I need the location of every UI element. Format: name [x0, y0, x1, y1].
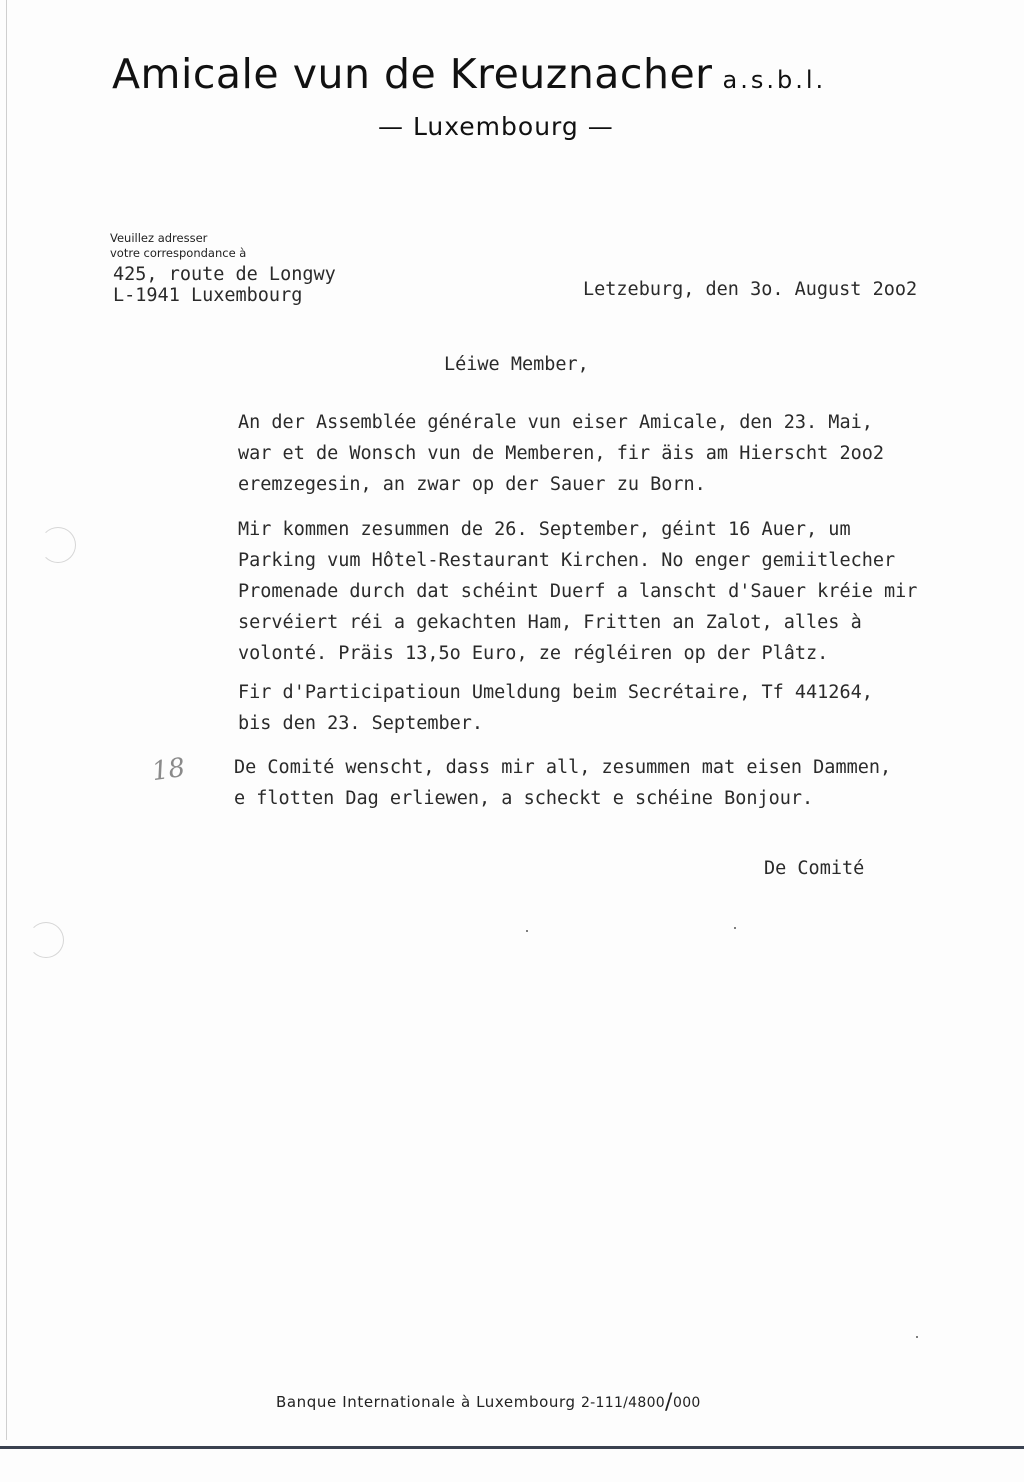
bank-account-suffix: 000	[673, 1395, 701, 1411]
punch-hole-mark	[28, 922, 64, 958]
paper-speck	[916, 1336, 918, 1338]
organization-name: Amicale vun de Kreuznacher	[112, 50, 713, 98]
paragraph-3-line: Fir d'Participatioun Umeldung beim Secrétaire, Tf 441264,	[238, 682, 873, 703]
paragraph-1-line: An der Assemblée générale vun eiser Amicale, den 23. Mai,	[238, 412, 873, 433]
address-line1: 425, route de Longwy	[113, 264, 336, 285]
correspondence-label-line2: votre correspondance à	[110, 246, 247, 260]
bottom-border	[0, 1446, 1024, 1449]
bank-account-prefix: 2-111/4800	[580, 1395, 665, 1411]
place-date: Letzeburg, den 3o. August 2oo2	[583, 279, 918, 300]
signature: De Comité	[764, 858, 865, 879]
paper-speck	[526, 930, 528, 932]
correspondence-label	[110, 231, 246, 261]
paragraph-4-line: e flotten Dag erliewen, a scheckt e schéine Bonjour.	[234, 788, 814, 809]
sender-address	[113, 264, 336, 306]
paragraph-2-line: Parking vum Hôtel-Restaurant Kirchen. No enger gemiitlecher	[238, 550, 896, 571]
paragraph-4-line: De Comité wenscht, dass mir all, zesummen mat eisen Dammen,	[234, 757, 892, 778]
salutation: Léiwe Member,	[444, 354, 589, 375]
paragraph-1-line: eremzegesin, an zwar op der Sauer zu Born.	[238, 474, 706, 495]
paragraph-4	[234, 752, 1014, 814]
letterhead-city: — Luxembourg —	[378, 112, 614, 141]
legal-form: a.s.b.l.	[722, 66, 827, 94]
paragraph-2	[238, 514, 1018, 669]
paragraph-1	[238, 407, 1018, 500]
paragraph-2-line: Mir kommen zesummen de 26. September, géint 16 Auer, um	[238, 519, 851, 540]
punch-hole-mark	[40, 527, 76, 563]
bank-name: Banque Internationale à Luxembourg	[276, 1393, 576, 1411]
paragraph-1-line: war et de Wonsch vun de Memberen, fir äis am Hierscht 2oo2	[238, 443, 885, 464]
handwritten-note: 18	[150, 752, 188, 788]
paper-speck	[734, 927, 736, 929]
paragraph-3	[238, 677, 1018, 739]
correspondence-label-line1: Veuillez adresser	[110, 231, 208, 245]
bank-footer	[276, 1390, 701, 1415]
address-line2: L-1941 Luxembourg	[113, 285, 303, 306]
bank-account-separator: /	[665, 1390, 674, 1415]
letterhead-title	[112, 50, 826, 98]
paper-edge	[6, 0, 7, 1440]
paragraph-2-line: volonté. Präis 13,5o Euro, ze régléiren op der Plâtz.	[238, 643, 829, 664]
paragraph-2-line: servéiert réi a gekachten Ham, Fritten an Zalot, alles à	[238, 612, 862, 633]
paragraph-2-line: Promenade durch dat schéint Duerf a lanscht d'Sauer kréie mir	[238, 581, 918, 602]
paragraph-3-line: bis den 23. September.	[238, 713, 484, 734]
